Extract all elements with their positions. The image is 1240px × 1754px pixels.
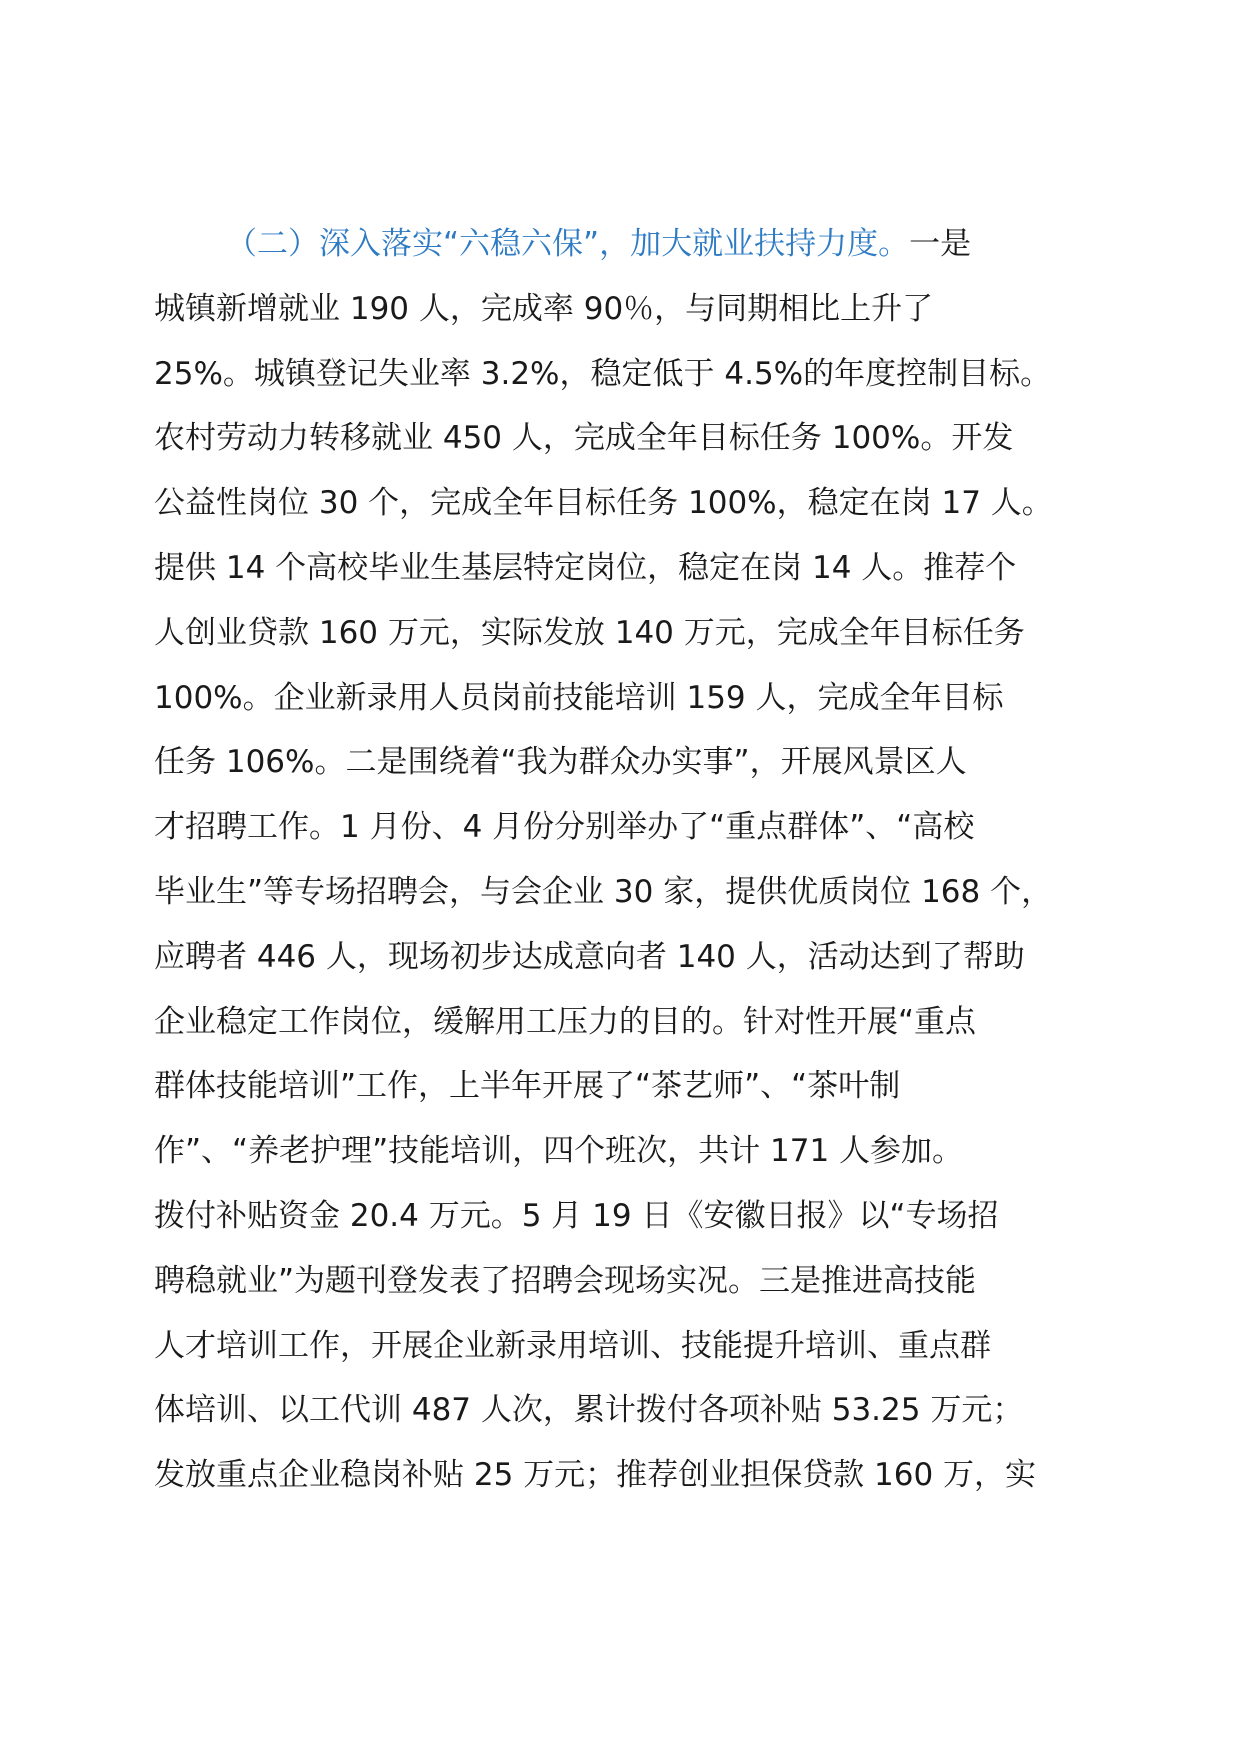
paragraph-line: 毕业生”等专场招聘会，与会企业 30 家，提供优质岗位 168 个， [154,873,1053,910]
paragraph-line: 公益性岗位 30 个，完成全年目标任务 100%，稳定在岗 17 人。 [154,485,1053,522]
paragraph-line: 人创业贷款 160 万元，实际发放 140 万元，完成全年目标任务 [154,614,1025,651]
paragraph-line: 拨付补贴资金 20.4 万元。5 月 19 日《安徽日报》以“专场招 [154,1197,999,1234]
body-paragraph [154,212,1114,1508]
paragraph-line-1 [154,212,1114,277]
paragraph-line: 体培训、以工代训 487 人次，累计拨付各项补贴 53.25 万元； [154,1392,1024,1429]
paragraph-line: 25%。城镇登记失业率 3.2%，稳定低于 4.5%的年度控制目标。 [154,355,1052,392]
paragraph-line: 企业稳定工作岗位，缓解用工压力的目的。针对性开展“重点 [154,1003,977,1040]
paragraph-line: 任务 106%。二是围绕着“我为群众办实事”，开展风景区人 [154,744,967,781]
paragraph-line: 100%。企业新录用人员岗前技能培训 159 人，完成全年目标 [154,679,1004,716]
paragraph-line: 农村劳动力转移就业 450 人，完成全年目标任务 100%。开发 [154,420,1014,457]
paragraph-line: 提供 14 个高校毕业生基层特定岗位，稳定在岗 14 人。推荐个 [154,549,1017,586]
paragraph-line: 城镇新增就业 190 人，完成率 90％，与同期相比上升了 [154,290,934,327]
first-line-tail: 一是 [909,226,972,262]
paragraph-line: 应聘者 446 人，现场初步达成意向者 140 人，活动达到了帮助 [154,938,1025,975]
paragraph-line: 群体技能培训”工作，上半年开展了“茶艺师”、“茶叶制 [154,1068,901,1105]
paragraph-line: 聘稳就业”为题刊登发表了招聘会现场实况。三是推进高技能 [154,1262,977,1299]
paragraph-line: 发放重点企业稳岗补贴 25 万元；推荐创业担保贷款 160 万，实 [154,1457,1037,1494]
paragraph-line: 作”、“养老护理”技能培训，四个班次，共计 171 人参加。 [154,1133,964,1170]
section-heading: （二）深入落实“六稳六保”，加大就业扶持力度。 [226,226,910,262]
paragraph-line: 人才培训工作，开展企业新录用培训、技能提升培训、重点群 [154,1327,991,1364]
paragraph-line: 才招聘工作。1 月份、4 月份分别举办了“重点群体”、“高校 [154,809,975,846]
